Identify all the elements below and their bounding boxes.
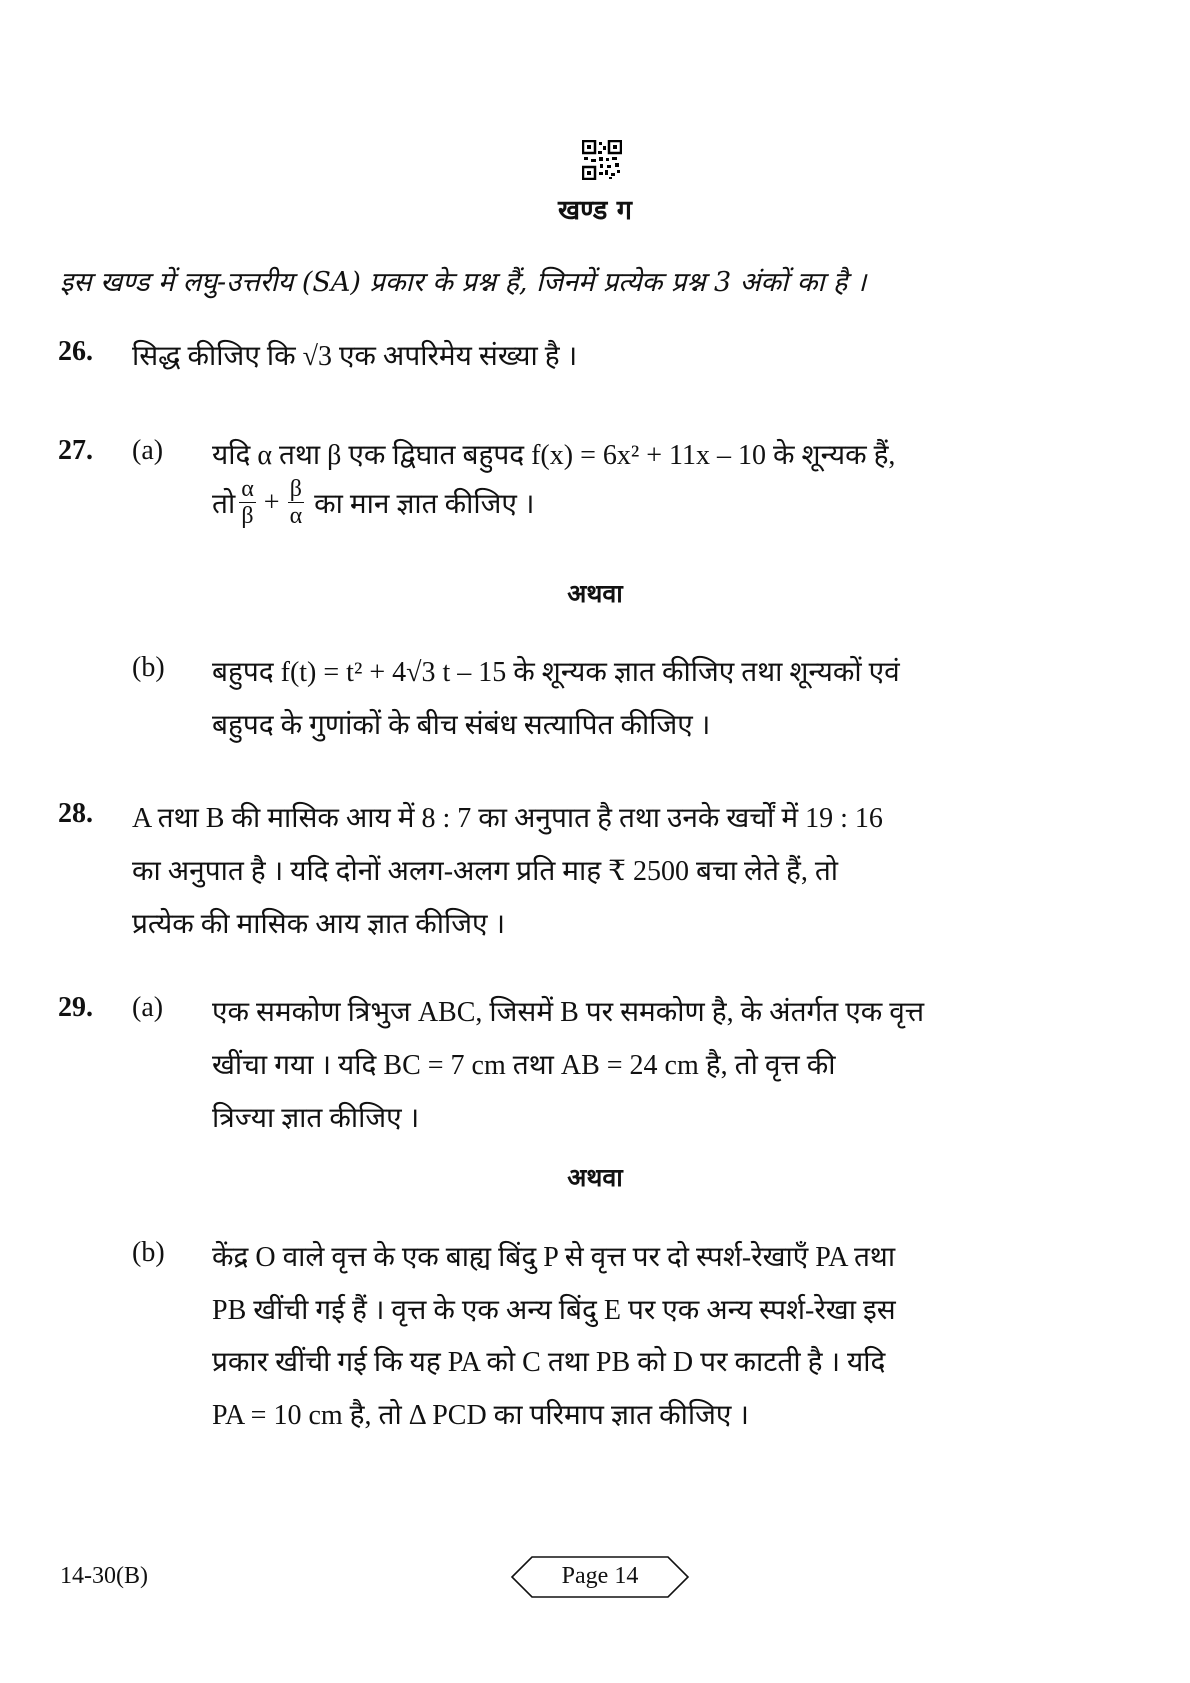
or-divider: अथवा <box>567 579 623 608</box>
question-29a-line-3: त्रिज्या ज्ञात कीजिए । <box>212 1103 420 1134</box>
question-28 <box>58 798 93 830</box>
paper-code: 14-30(B) <box>60 1563 148 1589</box>
question-number: 26. <box>58 336 93 367</box>
question-27b-line-2: बहुपद के गुणांकों के बीच संबंध सत्यापित कीजिए । <box>212 710 711 741</box>
question-29b-line-3: प्रकार खींची गई कि यह PA को C तथा PB को D पर काटती है । यदि <box>212 1347 886 1378</box>
qr-code-icon <box>582 140 622 180</box>
fraction-beta-over-alpha: $\frac{\beta}{\alpha}$ <box>289 476 303 530</box>
question-27a-line-2 <box>212 476 535 530</box>
page-number-badge <box>510 1555 690 1599</box>
question-number: 28. <box>58 798 93 829</box>
plus-sign: + <box>263 486 280 518</box>
fraction-alpha-over-beta: $\frac{\alpha}{\beta}$ <box>241 476 254 530</box>
question-29b-line-4: PA = 10 cm है, तो Δ PCD का परिमाप ज्ञात कीजिए । <box>212 1400 749 1431</box>
suffix-text: का मान ज्ञात कीजिए । <box>314 488 535 520</box>
question-29b-line-1: केंद्र O वाले वृत्त के एक बाह्य बिंदु P से वृत्त पर दो स्पर्श-रेखाएँ PA तथा <box>212 1242 896 1273</box>
question-27b-line-1: बहुपद f(t) = t² + 4√3 t – 15 के शून्यक ज्ञात कीजिए तथा शून्यकों एवं <box>212 657 900 688</box>
part-a-label: (a) <box>132 435 164 466</box>
section-instructions: इस खण्ड में लघु-उत्तरीय (SA) प्रकार के प्रश्न हैं, जिनमें प्रत्येक प्रश्न 3 अंकों का है । <box>60 267 867 298</box>
question-27 <box>58 435 93 467</box>
question-29a-line-2: खींचा गया । यदि BC = 7 cm तथा AB = 24 cm है, तो वृत्त की <box>212 1050 836 1081</box>
question-26-text: सिद्ध कीजिए कि √3 एक अपरिमेय संख्या है । <box>132 341 578 372</box>
part-a-label: (a) <box>132 992 164 1023</box>
question-29a-line-1: एक समकोण त्रिभुज ABC, जिसमें B पर समकोण है, के अंतर्गत एक वृत्त <box>212 997 925 1028</box>
question-29b-line-2: PB खींची गई हैं । वृत्त के एक अन्य बिंदु E पर एक अन्य स्पर्श-रेखा इस <box>212 1295 896 1326</box>
section-title: खण्ड ग <box>558 195 632 226</box>
question-28-line-2: का अनुपात है । यदि दोनों अलग-अलग प्रति माह ₹ 2500 बचा लेते हैं, तो <box>132 856 839 887</box>
or-divider: अथवा <box>567 1163 623 1192</box>
prefix-text: तो <box>212 488 236 520</box>
question-number: 29. <box>58 992 93 1023</box>
page-number: Page 14 <box>561 1563 639 1589</box>
part-b-label: (b) <box>132 1237 165 1268</box>
question-28-line-1: A तथा B की मासिक आय में 8 : 7 का अनुपात है तथा उनके खर्चों में 19 : 16 <box>132 803 883 834</box>
question-29 <box>58 992 93 1024</box>
part-b-label: (b) <box>132 652 165 683</box>
question-26 <box>58 336 93 368</box>
question-28-line-3: प्रत्येक की मासिक आय ज्ञात कीजिए । <box>132 909 506 940</box>
question-number: 27. <box>58 435 93 466</box>
question-27a-line-1: यदि α तथा β एक द्विघात बहुपद f(x) = 6x² + 11x – 10 के शून्यक हैं, <box>212 440 896 471</box>
